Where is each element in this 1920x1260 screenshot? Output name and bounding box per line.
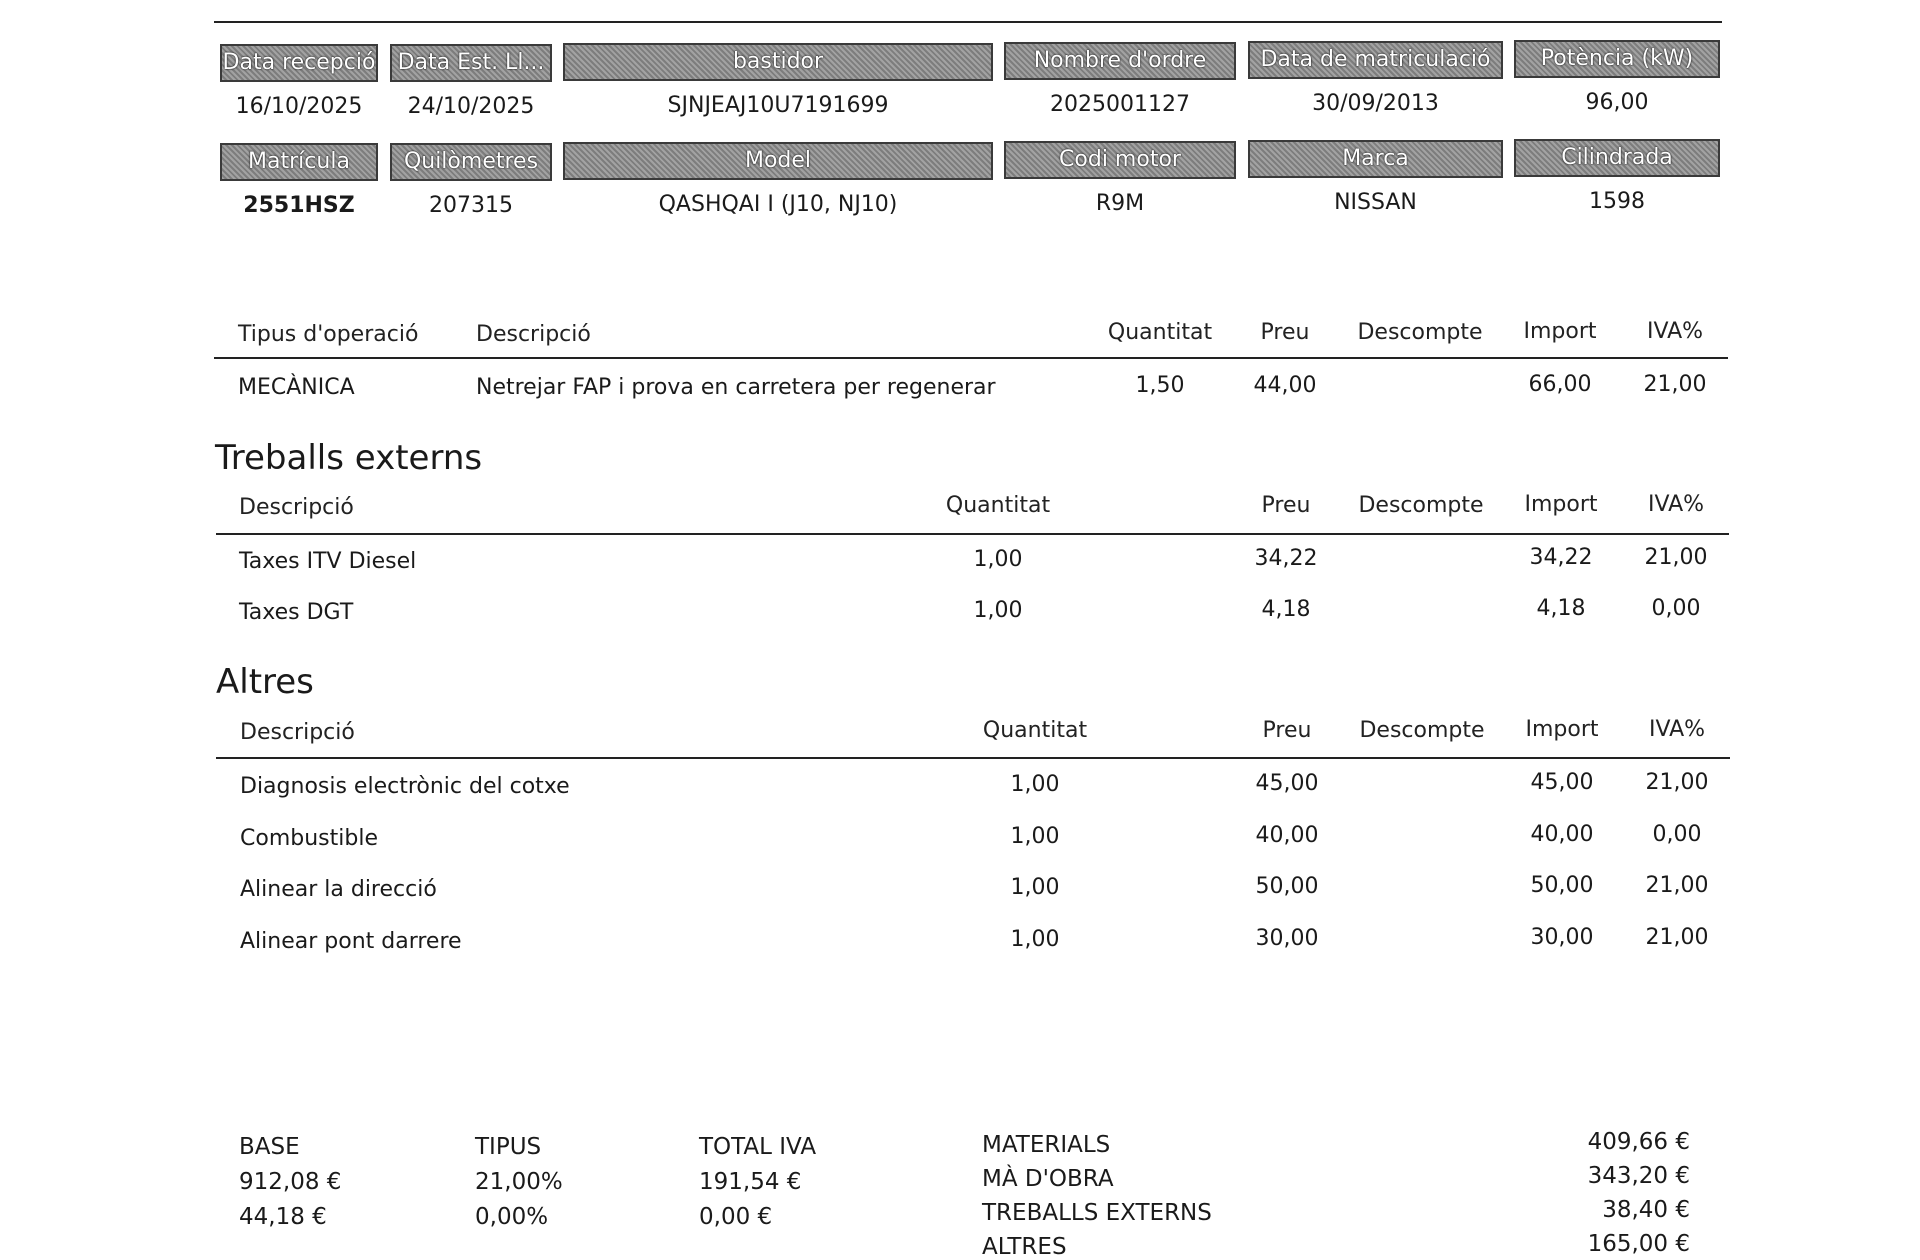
total-others-label: ALTRES (982, 1234, 1067, 1260)
ext-row-2-vat: 0,00 (1651, 596, 1701, 621)
ext-row-1-amount: 34,22 (1529, 545, 1593, 570)
ops-header-qty: Quantitat (1107, 320, 1213, 345)
label-model: Model (563, 142, 993, 180)
label-plate: Matrícula (220, 143, 378, 181)
ext-header-vat: IVA% (1647, 492, 1705, 517)
ext-header-discount: Descompte (1358, 493, 1484, 518)
label-estimated-delivery: Data Est. Ll... (390, 44, 552, 82)
ext-row-1-price: 34,22 (1254, 546, 1318, 571)
vat-row-1-type: 21,00% (475, 1169, 563, 1195)
ext-row-2-desc: Taxes DGT (239, 600, 354, 625)
value-displacement: 1598 (1589, 189, 1645, 214)
ops-header-rule (214, 357, 1728, 359)
label-displacement: Cilindrada (1514, 139, 1720, 177)
label-power: Potència (kW) (1514, 40, 1720, 78)
ops-row-qty: 1,50 (1135, 373, 1185, 398)
ext-row-2-amount: 4,18 (1536, 596, 1586, 621)
oth-header-vat: IVA% (1648, 717, 1706, 742)
value-plate: 2551HSZ (243, 193, 355, 218)
oth-row-3-amount: 50,00 (1530, 873, 1594, 898)
label-brand: Marca (1248, 140, 1503, 178)
ext-header-qty: Quantitat (945, 493, 1051, 518)
oth-header-desc: Descripció (240, 720, 355, 745)
oth-row-1-vat: 21,00 (1645, 770, 1709, 795)
label-reception-date: Data recepció (220, 44, 378, 82)
value-model: QASHQAI I (J10, NJ10) (658, 192, 898, 217)
label-kilometers: Quilòmetres (390, 143, 552, 181)
ops-header-discount: Descompte (1357, 320, 1483, 345)
oth-row-1-qty: 1,00 (1010, 772, 1060, 797)
vat-row-1-base: 912,08 € (239, 1169, 342, 1195)
oth-row-1-price: 45,00 (1255, 771, 1319, 796)
vat-row-2-type: 0,00% (475, 1204, 549, 1230)
value-brand: NISSAN (1334, 190, 1417, 215)
oth-row-3-desc: Alinear la direcció (240, 877, 437, 902)
oth-row-3-price: 50,00 (1255, 874, 1319, 899)
ext-header-rule (216, 533, 1729, 535)
oth-row-4-qty: 1,00 (1010, 927, 1060, 952)
others-section-title: Altres (216, 662, 314, 702)
oth-row-1-desc: Diagnosis electrònic del cotxe (240, 774, 570, 799)
external-section-title: Treballs externs (215, 438, 483, 478)
ext-header-amount: Import (1524, 492, 1598, 517)
ops-row-amount: 66,00 (1528, 372, 1592, 397)
value-order-number: 2025001127 (1050, 92, 1190, 117)
value-registration-date: 30/09/2013 (1312, 91, 1439, 116)
ops-row-vat: 21,00 (1643, 372, 1707, 397)
oth-header-qty: Quantitat (982, 718, 1088, 743)
value-power: 96,00 (1585, 90, 1649, 115)
total-labour-label: MÀ D'OBRA (982, 1166, 1114, 1192)
total-external-value: 38,40 € (1602, 1197, 1690, 1223)
vat-header-total: TOTAL IVA (699, 1134, 817, 1160)
total-materials-label: MATERIALS (982, 1132, 1111, 1158)
oth-row-4-desc: Alinear pont darrere (240, 929, 462, 954)
oth-row-2-amount: 40,00 (1530, 822, 1594, 847)
vat-row-2-base: 44,18 € (239, 1204, 327, 1230)
label-registration-date: Data de matriculació (1248, 41, 1503, 79)
ops-header-type: Tipus d'operació (238, 322, 419, 347)
oth-row-4-vat: 21,00 (1645, 925, 1709, 950)
ops-row-desc: Netrejar FAP i prova en carretera per regenerar (476, 375, 996, 400)
vat-header-type: TIPUS (475, 1134, 542, 1160)
value-reception-date: 16/10/2025 (235, 94, 363, 119)
total-labour-value: 343,20 € (1587, 1163, 1690, 1189)
oth-header-discount: Descompte (1359, 718, 1485, 743)
oth-row-3-vat: 21,00 (1645, 873, 1709, 898)
oth-row-2-qty: 1,00 (1010, 824, 1060, 849)
oth-header-price: Preu (1262, 718, 1312, 743)
ops-header-vat: IVA% (1646, 319, 1704, 344)
ext-row-1-desc: Taxes ITV Diesel (239, 549, 417, 574)
oth-row-4-price: 30,00 (1255, 926, 1319, 951)
oth-row-1-amount: 45,00 (1530, 770, 1594, 795)
value-chassis: SJNJEAJ10U7191699 (667, 93, 889, 118)
value-engine-code: R9M (1095, 191, 1145, 216)
value-estimated-delivery: 24/10/2025 (407, 94, 535, 119)
total-external-label: TREBALLS EXTERNS (982, 1200, 1212, 1226)
top-rule (214, 21, 1722, 23)
ops-row-type: MECÀNICA (238, 375, 355, 400)
ext-row-2-price: 4,18 (1261, 597, 1311, 622)
oth-row-3-qty: 1,00 (1010, 875, 1060, 900)
total-materials-value: 409,66 € (1587, 1129, 1690, 1155)
label-engine-code: Codi motor (1004, 141, 1236, 179)
oth-row-2-price: 40,00 (1255, 823, 1319, 848)
ext-header-price: Preu (1261, 493, 1311, 518)
oth-row-2-desc: Combustible (240, 826, 378, 851)
label-order-number: Nombre d'ordre (1004, 42, 1236, 80)
vat-header-base: BASE (239, 1134, 300, 1160)
ext-header-desc: Descripció (239, 495, 354, 520)
total-others-value: 165,00 € (1587, 1231, 1690, 1257)
vat-row-1-total: 191,54 € (699, 1169, 802, 1195)
ops-row-price: 44,00 (1253, 373, 1317, 398)
oth-header-rule (216, 757, 1730, 759)
ext-row-1-vat: 21,00 (1644, 545, 1708, 570)
vat-row-2-total: 0,00 € (699, 1204, 773, 1230)
ops-header-desc: Descripció (476, 322, 591, 347)
ext-row-2-qty: 1,00 (973, 598, 1023, 623)
ops-header-amount: Import (1523, 319, 1597, 344)
ext-row-1-qty: 1,00 (973, 547, 1023, 572)
label-chassis: bastidor (563, 43, 993, 81)
value-kilometers: 207315 (429, 193, 513, 218)
oth-row-2-vat: 0,00 (1652, 822, 1702, 847)
ops-header-price: Preu (1260, 320, 1310, 345)
oth-row-4-amount: 30,00 (1530, 925, 1594, 950)
oth-header-amount: Import (1525, 717, 1599, 742)
